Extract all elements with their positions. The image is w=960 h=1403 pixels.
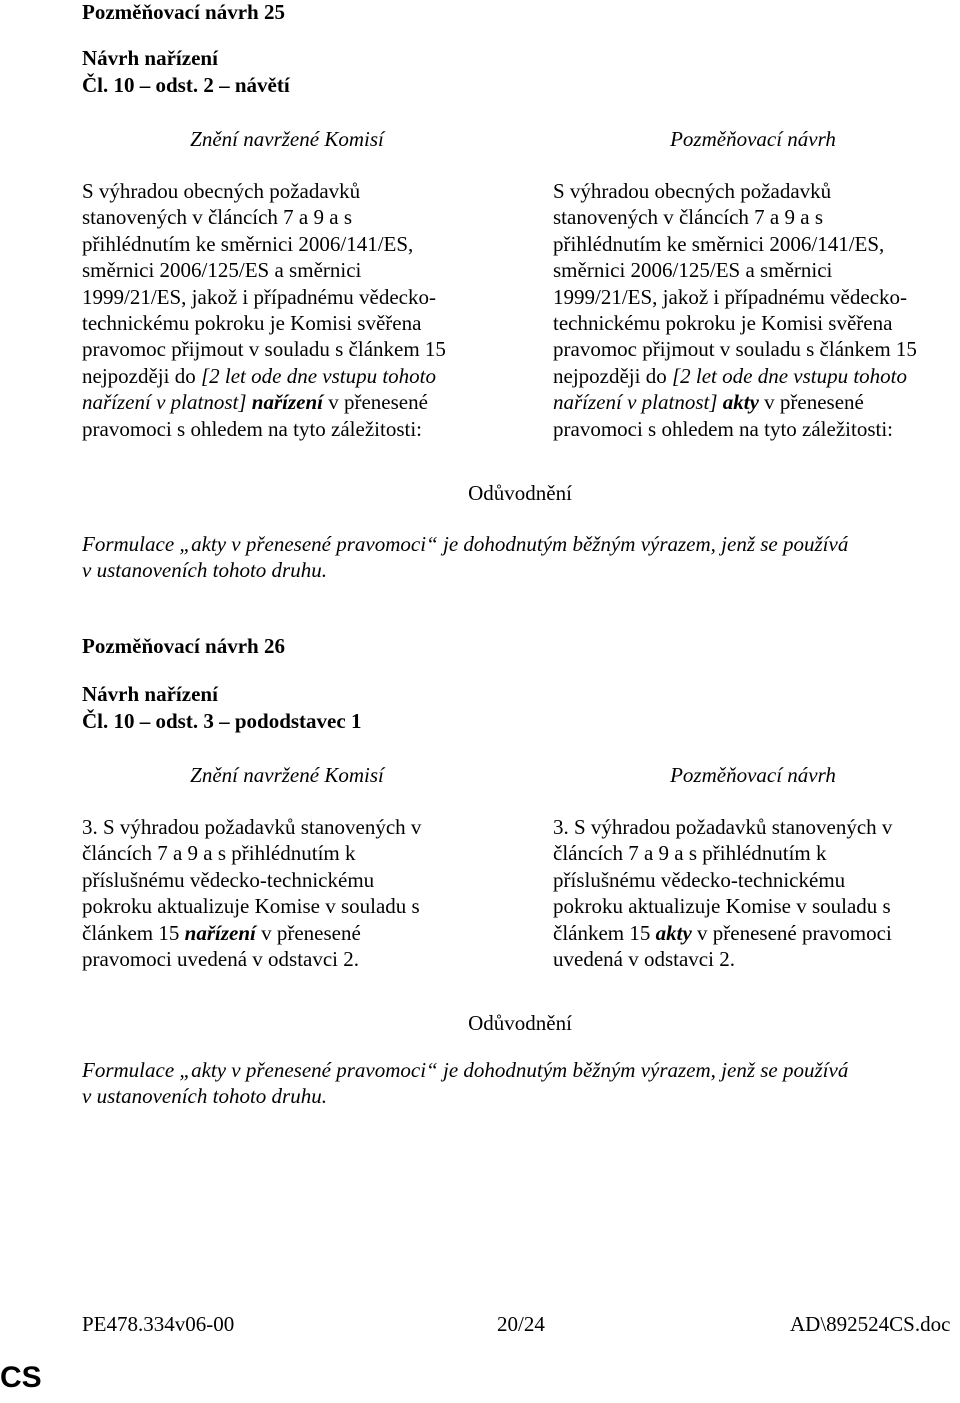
text-segment: článkem 15 [82,920,185,945]
italic-segment: [2 let ode dne vstupu tohoto [200,363,437,388]
footer-language-code: CS [0,1361,42,1394]
bold-italic-segment: nařízení [251,390,323,415]
footer-page-number: 20/24 [497,1312,545,1336]
text-line: Formulace „akty v přenesené pravomoci“ je dohodnutým běžným výrazem, jenž se používá [82,532,849,556]
text-line: v ustanoveních tohoto druhu. [82,1084,327,1109]
text-line: přihlédnutím ke směrnici 2006/141/ES, [82,231,414,256]
text-line: S výhradou obecných požadavků [553,179,832,203]
italic-segment: nařízení v platnost] [82,390,247,415]
amendment-25-amended-text [553,178,953,442]
text-line: Formulace „akty v přenesené pravomoci“ je dohodnutým běžným výrazem, jenž se používá [82,1058,849,1082]
text-line: pravomoci s ohledem na tyto záležitosti: [553,416,893,441]
amendment-26-commission-text [82,814,502,972]
text-line: technickému pokroku je Komisi svěřena [553,311,893,336]
text-line: přihlédnutím ke směrnici 2006/141/ES, [553,231,885,256]
text-line: článcích 7 a 9 a s přihlédnutím k [82,841,356,866]
text-line: pokroku aktualizuje Komise v souladu s [82,894,420,919]
text-line [553,363,953,389]
text-line: pravomoc přijmout v souladu s článkem 15 [553,337,917,362]
bold-italic-segment: akty [722,390,759,415]
amendment-26-amended-text [553,814,953,972]
text-segment: v přenesené [322,390,428,415]
footer-document-reference: PE478.334v06-00 [82,1312,235,1336]
text-segment: článkem 15 [553,920,656,945]
text-line: S výhradou obecných požadavků [82,179,361,203]
amendment-25-left-heading: Znění navržené Komisí [190,127,384,151]
text-segment: v přenesené [758,390,864,415]
text-line: 1999/21/ES, jakož i případnému vědecko- [82,284,436,309]
text-segment: v přenesené pravomoci [691,920,892,945]
text-line [553,389,953,415]
bold-italic-segment: nařízení [184,920,256,945]
text-line: stanovených v článcích 7 a 9 a s [82,205,352,230]
bold-italic-segment: akty [655,920,692,945]
amendment-26-right-heading: Pozměňovací návrh [670,763,836,787]
text-line: 3. S výhradou požadavků stanovených v [553,815,893,839]
amendment-26-reference: Čl. 10 – odst. 3 – pododstavec 1 [82,709,362,733]
text-line: 3. S výhradou požadavků stanovených v [82,815,422,839]
amendment-25-reference: Čl. 10 – odst. 2 – návětí [82,73,290,97]
text-line: pravomoci uvedená v odstavci 2. [82,947,359,972]
text-line [82,389,502,415]
footer-file-name: AD\892524CS.doc [790,1312,951,1336]
amendment-26-justification-text [82,1057,960,1110]
text-line [553,920,953,946]
amendment-25-title: Pozměňovací návrh 25 [82,0,285,24]
amendment-26-justification-heading: Odůvodnění [468,1011,572,1035]
amendment-26-proposal-label: Návrh nařízení [82,682,218,706]
text-segment: nejpozději do [82,363,201,388]
text-line: směrnici 2006/125/ES a směrnici [553,258,833,283]
text-line: pravomoci s ohledem na tyto záležitosti: [82,416,422,441]
text-line: 1999/21/ES, jakož i případnému vědecko- [553,284,907,309]
text-line: příslušnému vědecko-technickému [82,867,375,892]
amendment-25-justification-heading: Odůvodnění [468,481,572,505]
text-line [82,920,502,946]
text-line: v ustanoveních tohoto druhu. [82,558,327,583]
amendment-26-title: Pozměňovací návrh 26 [82,634,285,658]
text-line: pokroku aktualizuje Komise v souladu s [553,894,891,919]
text-line [82,363,502,389]
text-line: uvedená v odstavci 2. [553,947,735,972]
amendment-25-right-heading: Pozměňovací návrh [670,127,836,151]
text-segment: v přenesené [255,920,361,945]
amendment-25-justification-text [82,531,960,584]
text-line: příslušnému vědecko-technickému [553,867,846,892]
amendment-26-left-heading: Znění navržené Komisí [190,763,384,787]
amendment-25-proposal-label: Návrh nařízení [82,46,218,70]
text-line: stanovených v článcích 7 a 9 a s [553,205,823,230]
text-line: pravomoc přijmout v souladu s článkem 15 [82,337,446,362]
text-line: článcích 7 a 9 a s přihlédnutím k [553,841,827,866]
italic-segment: [2 let ode dne vstupu tohoto [671,363,908,388]
text-line: technickému pokroku je Komisi svěřena [82,311,422,336]
italic-segment: nařízení v platnost] [553,390,718,415]
text-segment: nejpozději do [553,363,672,388]
amendment-25-commission-text [82,178,502,442]
text-line: směrnici 2006/125/ES a směrnici [82,258,362,283]
